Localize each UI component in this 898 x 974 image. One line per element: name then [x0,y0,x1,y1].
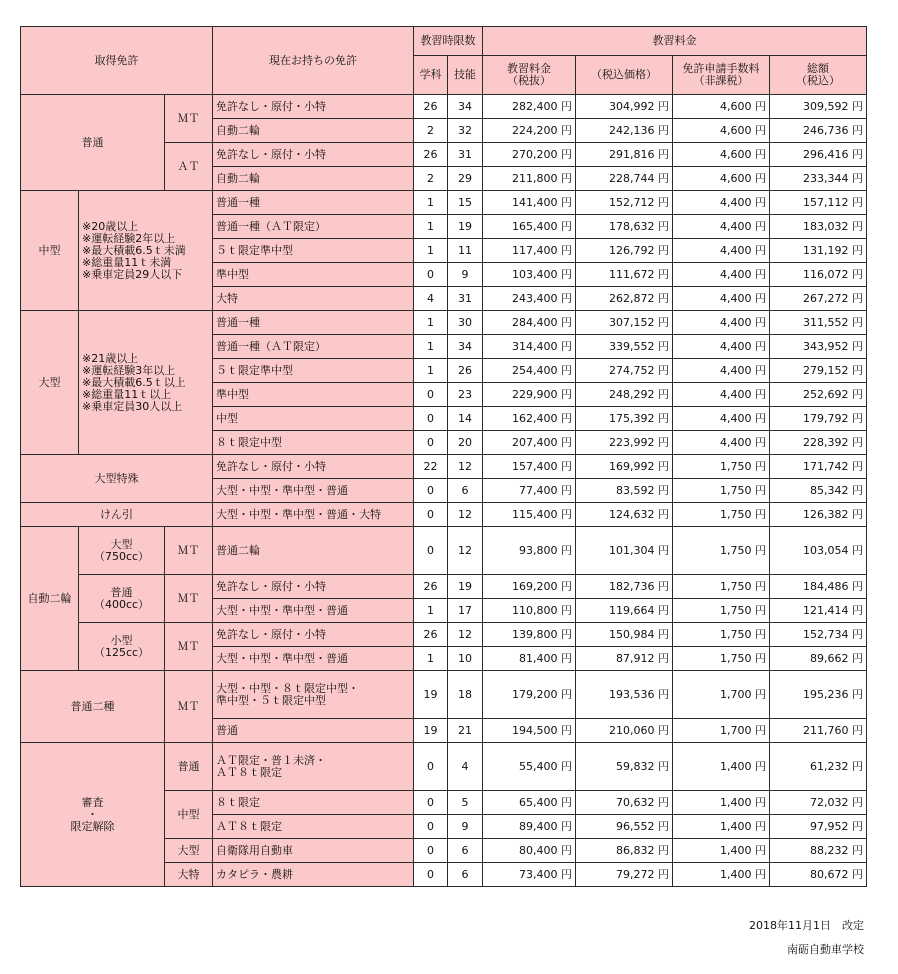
oogata-notes: ※21歳以上 ※運転経験3年以上 ※最大積載6.5ｔ以上 ※総重量11ｔ以上 ※乗車定員30人以上 [79,311,213,455]
gino-hours: 6 [448,863,483,887]
current-license: 普通 [213,719,414,743]
fee-ex-tax: 179,200 円 [483,671,576,719]
gino-hours: 30 [448,311,483,335]
application-fee: 4,400 円 [673,239,770,263]
fee-tax-in: 228,744 円 [576,167,673,191]
current-license: 普通一種（ＡＴ限定） [213,215,414,239]
table-row [21,743,867,791]
fee-tax-in: 87,912 円 [576,647,673,671]
fee-tax-in: 70,632 円 [576,791,673,815]
fee-ex-tax: 162,400 円 [483,407,576,431]
gino-hours: 15 [448,191,483,215]
nishu-mt: ＭＴ [165,671,213,743]
fee-ex-tax: 110,800 円 [483,599,576,623]
application-fee: 1,400 円 [673,791,770,815]
gino-hours: 10 [448,647,483,671]
group-oogata-tokushu: 大型特殊 [21,455,213,503]
total-fee: 157,112 円 [770,191,867,215]
current-license: 免許なし・原付・小特 [213,623,414,647]
fee-ex-tax: 224,200 円 [483,119,576,143]
gino-hours: 19 [448,215,483,239]
gakka-hours: 0 [414,431,448,455]
gino-hours: 5 [448,791,483,815]
table-row [21,311,867,335]
fee-ex-tax: 139,800 円 [483,623,576,647]
fee-tax-in: 169,992 円 [576,455,673,479]
application-fee: 1,700 円 [673,671,770,719]
fee-tax-in: 182,736 円 [576,575,673,599]
current-license: 自衛隊用自動車 [213,839,414,863]
total-fee: 103,054 円 [770,527,867,575]
fee-tax-in: 274,752 円 [576,359,673,383]
gino-hours: 4 [448,743,483,791]
header-acquire: 取得免許 [21,27,213,95]
total-fee: 343,952 円 [770,335,867,359]
gakka-hours: 1 [414,191,448,215]
gakka-hours: 0 [414,407,448,431]
application-fee: 1,400 円 [673,815,770,839]
current-license: 大型・中型・準中型・普通 [213,599,414,623]
total-fee: 152,734 円 [770,623,867,647]
gino-hours: 12 [448,503,483,527]
current-license: 大型・中型・準中型・普通 [213,479,414,503]
fee-ex-tax: 141,400 円 [483,191,576,215]
gino-hours: 31 [448,287,483,311]
header-fee-in: （税込価格） [576,56,673,95]
fee-ex-tax: 103,400 円 [483,263,576,287]
gakka-hours: 0 [414,383,448,407]
fee-ex-tax: 229,900 円 [483,383,576,407]
fee-tax-in: 101,304 円 [576,527,673,575]
fee-ex-tax: 282,400 円 [483,95,576,119]
gakka-hours: 1 [414,311,448,335]
fee-ex-tax: 207,400 円 [483,431,576,455]
fee-ex-tax: 81,400 円 [483,647,576,671]
gakka-hours: 2 [414,167,448,191]
gino-hours: 32 [448,119,483,143]
total-fee: 246,736 円 [770,119,867,143]
gino-hours: 6 [448,839,483,863]
total-fee: 97,952 円 [770,815,867,839]
fee-tax-in: 291,816 円 [576,143,673,167]
fee-ex-tax: 194,500 円 [483,719,576,743]
fee-ex-tax: 157,400 円 [483,455,576,479]
gino-hours: 18 [448,671,483,719]
gakka-hours: 19 [414,719,448,743]
fee-tax-in: 111,672 円 [576,263,673,287]
current-license: 大型・中型・８ｔ限定中型・ 準中型・５ｔ限定中型 [213,671,414,719]
application-fee: 4,600 円 [673,143,770,167]
gino-hours: 29 [448,167,483,191]
fee-tax-in: 223,992 円 [576,431,673,455]
table-row [21,95,867,119]
fee-ex-tax: 93,800 円 [483,527,576,575]
application-fee: 4,400 円 [673,311,770,335]
bike-large-label: 大型 （750cc） [79,527,165,575]
application-fee: 4,600 円 [673,167,770,191]
current-license: 大型・中型・準中型・普通 [213,647,414,671]
application-fee: 4,400 円 [673,287,770,311]
fee-tax-in: 96,552 円 [576,815,673,839]
application-fee: 4,400 円 [673,263,770,287]
gino-hours: 11 [448,239,483,263]
gakka-hours: 0 [414,791,448,815]
gakka-hours: 0 [414,863,448,887]
current-license: 普通一種 [213,311,414,335]
gakka-hours: 22 [414,455,448,479]
gino-hours: 31 [448,143,483,167]
gino-hours: 12 [448,455,483,479]
current-license: 免許なし・原付・小特 [213,143,414,167]
total-fee: 126,382 円 [770,503,867,527]
fee-ex-tax: 55,400 円 [483,743,576,791]
fee-ex-tax: 165,400 円 [483,215,576,239]
total-fee: 85,342 円 [770,479,867,503]
gino-hours: 20 [448,431,483,455]
current-license: 大特 [213,287,414,311]
current-license: カタピラ・農耕 [213,863,414,887]
header-total: 総額 （税込） [770,56,867,95]
gakka-hours: 0 [414,743,448,791]
fee-tax-in: 242,136 円 [576,119,673,143]
total-fee: 279,152 円 [770,359,867,383]
total-fee: 179,792 円 [770,407,867,431]
total-fee: 171,742 円 [770,455,867,479]
gino-hours: 21 [448,719,483,743]
gino-hours: 26 [448,359,483,383]
total-fee: 228,392 円 [770,431,867,455]
application-fee: 1,400 円 [673,839,770,863]
total-fee: 80,672 円 [770,863,867,887]
gakka-hours: 26 [414,143,448,167]
gakka-hours: 26 [414,95,448,119]
application-fee: 1,750 円 [673,455,770,479]
fee-ex-tax: 270,200 円 [483,143,576,167]
fee-tax-in: 152,712 円 [576,191,673,215]
gino-hours: 34 [448,335,483,359]
application-fee: 1,750 円 [673,599,770,623]
application-fee: 4,400 円 [673,407,770,431]
application-fee: 1,750 円 [673,503,770,527]
total-fee: 267,272 円 [770,287,867,311]
current-license: 中型 [213,407,414,431]
gakka-hours: 1 [414,359,448,383]
table-row [21,503,867,527]
header-fees: 教習料金 [483,27,867,56]
gino-hours: 6 [448,479,483,503]
current-license: ５ｔ限定準中型 [213,359,414,383]
application-fee: 1,750 円 [673,623,770,647]
gakka-hours: 0 [414,815,448,839]
application-fee: 4,400 円 [673,215,770,239]
application-fee: 1,750 円 [673,575,770,599]
gakka-hours: 0 [414,527,448,575]
header-current: 現在お持ちの免許 [213,27,414,95]
gakka-hours: 1 [414,599,448,623]
fee-ex-tax: 243,400 円 [483,287,576,311]
gakka-hours: 4 [414,287,448,311]
fee-ex-tax: 117,400 円 [483,239,576,263]
fee-tax-in: 59,832 円 [576,743,673,791]
gakka-hours: 0 [414,839,448,863]
total-fee: 183,032 円 [770,215,867,239]
fee-ex-tax: 284,400 円 [483,311,576,335]
current-license: ８ｔ限定中型 [213,431,414,455]
chuugata-notes: ※20歳以上 ※運転経験2年以上 ※最大積載6.5ｔ未満 ※総重量11ｔ未満 ※乗車定員29人以下 [79,191,213,311]
fee-ex-tax: 314,400 円 [483,335,576,359]
gakka-hours: 1 [414,215,448,239]
group-futsuu-nishu: 普通二種 [21,671,165,743]
fee-ex-tax: 254,400 円 [483,359,576,383]
total-fee: 195,236 円 [770,671,867,719]
current-license: ＡＴ限定・普１未済・ ＡＴ８ｔ限定 [213,743,414,791]
current-license: 大型・中型・準中型・普通・大特 [213,503,414,527]
total-fee: 61,232 円 [770,743,867,791]
header-gino: 技能 [448,56,483,95]
fee-tax-in: 248,292 円 [576,383,673,407]
table-row [21,527,867,575]
application-fee: 1,700 円 [673,719,770,743]
group-kenin: けん引 [21,503,213,527]
fee-ex-tax: 89,400 円 [483,815,576,839]
table-row [21,623,867,647]
gino-hours: 14 [448,407,483,431]
current-license: 自動二輪 [213,167,414,191]
fee-table [20,26,867,887]
total-fee: 121,414 円 [770,599,867,623]
gino-hours: 12 [448,527,483,575]
table-row [21,671,867,719]
fee-tax-in: 175,392 円 [576,407,673,431]
bike-small-label: 小型 （125cc） [79,623,165,671]
fee-ex-tax: 169,200 円 [483,575,576,599]
total-fee: 184,486 円 [770,575,867,599]
application-fee: 4,400 円 [673,359,770,383]
current-license: 普通二輪 [213,527,414,575]
application-fee: 1,750 円 [673,527,770,575]
total-fee: 88,232 円 [770,839,867,863]
limit-futsuu: 普通 [165,743,213,791]
fee-tax-in: 307,152 円 [576,311,673,335]
fee-tax-in: 126,792 円 [576,239,673,263]
fee-tax-in: 304,992 円 [576,95,673,119]
gino-hours: 17 [448,599,483,623]
current-license: ５ｔ限定準中型 [213,239,414,263]
gino-hours: 9 [448,815,483,839]
current-license: ８ｔ限定 [213,791,414,815]
gakka-hours: 1 [414,647,448,671]
header-hours: 教習時限数 [414,27,483,56]
table-row [21,455,867,479]
current-license: 普通一種（ＡＴ限定） [213,335,414,359]
application-fee: 4,600 円 [673,95,770,119]
gakka-hours: 1 [414,239,448,263]
gakka-hours: 0 [414,503,448,527]
header-app-fee: 免許申請手数料 （非課税） [673,56,770,95]
fee-tax-in: 150,984 円 [576,623,673,647]
bike-normal-mt: ＭＴ [165,575,213,623]
total-fee: 89,662 円 [770,647,867,671]
gakka-hours: 1 [414,335,448,359]
gino-hours: 9 [448,263,483,287]
fee-ex-tax: 65,400 円 [483,791,576,815]
total-fee: 233,344 円 [770,167,867,191]
group-jidou-nirin: 自動二輪 [21,527,79,671]
fee-tax-in: 124,632 円 [576,503,673,527]
total-fee: 72,032 円 [770,791,867,815]
application-fee: 4,400 円 [673,335,770,359]
total-fee: 252,692 円 [770,383,867,407]
sub-mt: ＭＴ [165,95,213,143]
revision-date: 2018年11月1日 改定 [749,919,864,932]
fee-tax-in: 193,536 円 [576,671,673,719]
group-futsuu: 普通 [21,95,165,191]
gakka-hours: 0 [414,479,448,503]
total-fee: 116,072 円 [770,263,867,287]
bike-normal-label: 普通 （400cc） [79,575,165,623]
group-chuugata: 中型 [21,191,79,311]
gino-hours: 23 [448,383,483,407]
fee-tax-in: 339,552 円 [576,335,673,359]
group-oogata: 大型 [21,311,79,455]
fee-tax-in: 79,272 円 [576,863,673,887]
fee-tax-in: 262,872 円 [576,287,673,311]
current-license: 免許なし・原付・小特 [213,575,414,599]
fee-ex-tax: 211,800 円 [483,167,576,191]
total-fee: 311,552 円 [770,311,867,335]
fee-ex-tax: 73,400 円 [483,863,576,887]
fee-ex-tax: 80,400 円 [483,839,576,863]
fee-tax-in: 178,632 円 [576,215,673,239]
gakka-hours: 26 [414,575,448,599]
bike-small-mt: ＭＴ [165,623,213,671]
gino-hours: 34 [448,95,483,119]
current-license: 免許なし・原付・小特 [213,455,414,479]
group-shinsa: 審査 ・ 限定解除 [21,743,165,887]
total-fee: 309,592 円 [770,95,867,119]
application-fee: 1,400 円 [673,863,770,887]
application-fee: 4,400 円 [673,431,770,455]
application-fee: 4,400 円 [673,383,770,407]
fee-tax-in: 119,664 円 [576,599,673,623]
fee-ex-tax: 77,400 円 [483,479,576,503]
gakka-hours: 0 [414,263,448,287]
sub-at: ＡＴ [165,143,213,191]
total-fee: 296,416 円 [770,143,867,167]
current-license: 免許なし・原付・小特 [213,95,414,119]
fee-tax-in: 210,060 円 [576,719,673,743]
table-row [21,191,867,215]
current-license: ＡＴ８ｔ限定 [213,815,414,839]
fee-ex-tax: 115,400 円 [483,503,576,527]
gakka-hours: 2 [414,119,448,143]
application-fee: 1,750 円 [673,479,770,503]
gino-hours: 12 [448,623,483,647]
total-fee: 131,192 円 [770,239,867,263]
application-fee: 4,600 円 [673,119,770,143]
fee-tax-in: 86,832 円 [576,839,673,863]
current-license: 準中型 [213,263,414,287]
gakka-hours: 26 [414,623,448,647]
application-fee: 4,400 円 [673,191,770,215]
current-license: 自動二輪 [213,119,414,143]
fee-tax-in: 83,592 円 [576,479,673,503]
header-fee-ex: 教習料金 （税抜） [483,56,576,95]
application-fee: 1,400 円 [673,743,770,791]
current-license: 普通一種 [213,191,414,215]
application-fee: 1,750 円 [673,647,770,671]
total-fee: 211,760 円 [770,719,867,743]
current-license: 準中型 [213,383,414,407]
limit-daitoku: 大特 [165,863,213,887]
limit-oogata: 大型 [165,839,213,863]
bike-large-mt: ＭＴ [165,527,213,575]
gino-hours: 19 [448,575,483,599]
school-name: 南砺自動車学校 [787,943,864,956]
gakka-hours: 19 [414,671,448,719]
header-gakka: 学科 [414,56,448,95]
table-row [21,575,867,599]
limit-chuugata: 中型 [165,791,213,839]
